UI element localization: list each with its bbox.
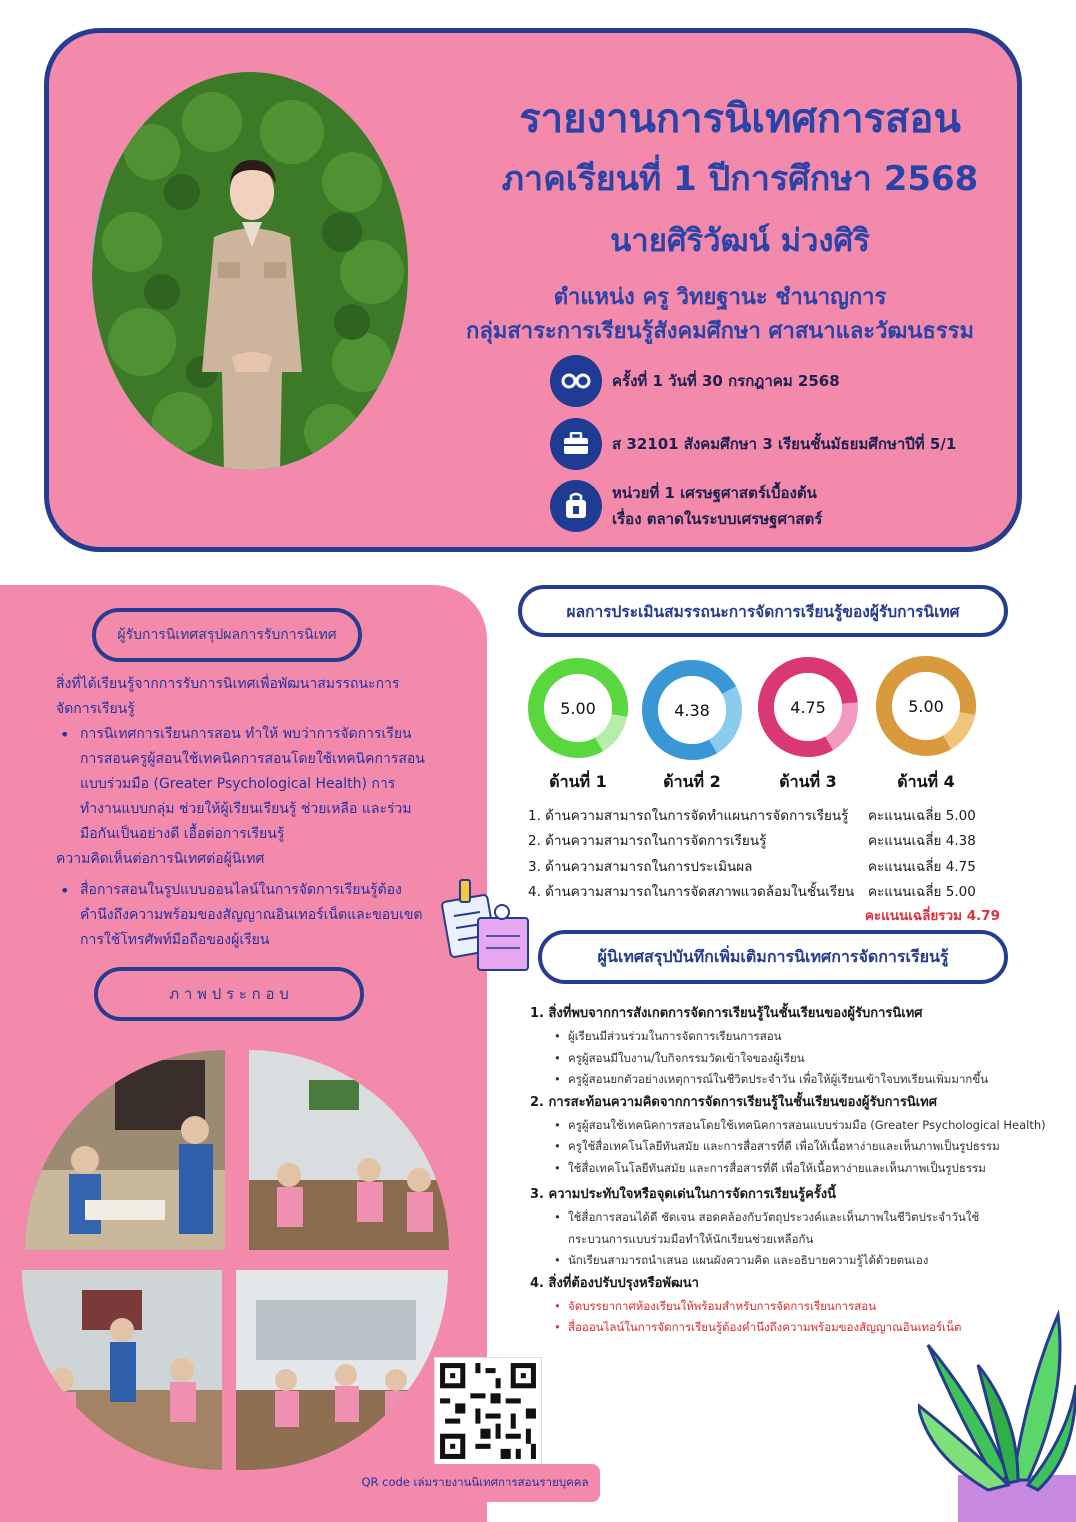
note-item: • ครูใช้สื่อเทคโนโลยีทันสมัย และการสื่อสารที่ดี เพื่อให้เนื้อหาง่ายและเห็นภาพเป็นรูปธรรม xyxy=(554,1136,1050,1158)
glasses-icon xyxy=(550,355,602,407)
opinion-heading: ความคิดเห็นต่อการนิเทศต่อผู้นิเทศ xyxy=(56,851,265,867)
note-item: • ผู้เรียนมีส่วนร่วมในการจัดการเรียนการสอน xyxy=(554,1026,1050,1048)
score-row: 2. ด้านความสามารถในการจัดการเรียนรู้ คะแนนเฉลี่ย 4.38 xyxy=(528,828,1008,854)
teacher-position: ตำแหน่ง ครู วิทยฐานะ ชำนาญการ xyxy=(553,285,887,310)
donut-3 xyxy=(756,655,860,759)
qr-caption-box xyxy=(350,1464,600,1502)
notes-heading-1: 1. สิ่งที่พบจากการสังเกตการจัดการเรียนรู้ในชั้นเรียนของผู้รับการนิเทศ xyxy=(530,1006,923,1021)
visit-date: ครั้งที่ 1 วันที่ 30 กรกฎาคม 2568 xyxy=(612,372,840,390)
learned-item: • การนิเทศการเรียนการสอน ทำให้ พบว่าการจัดการเรียนการสอนครูผู้สอนใช้เทคนิคการสอนโดยใช้เทคนิคการสอนแบบร่วมมือ (Greater Psychological Health) การทำงานแบบกลุ่ม ช่วยให้ผู้เรียนเรียนรู้ ช่วยเหลือ และร่วมมือกันเป็นอย่างดี เอื้อต่อการเรียนรู้ xyxy=(56,722,426,847)
note-item: • ใช้สื่อการสอนได้ดี ชัดเจน สอดคล้องกับวัตถุประวงค์และเห็นภาพในชีวิตประจำวันใช้กระบวนการแบบร่วมมือทำให้นักเรียนช่วยเหลือกัน xyxy=(554,1207,1010,1250)
score-name: ด้านความสามารถในการจัดสภาพแวดล้อมในชั้นเรียน xyxy=(545,884,855,901)
score-total: คะแนนเฉลี่ยรวม 4.79 xyxy=(864,908,1000,924)
score-name: ด้านความสามารถในการประเมินผล xyxy=(545,858,753,875)
note-item: • ครูผู้สอนยกตัวอย่างเหตุการณ์ในชีวิตประจำวัน เพื่อให้ผู้เรียนเข้าใจบทเรียนเพิ่มมากขึ้น xyxy=(554,1069,1050,1091)
course-info: ส 32101 สังคมศึกษา 3 เรียนชั้นมัธยมศึกษาปีที่ 5/1 xyxy=(612,435,957,453)
plant-decoration xyxy=(918,1305,1076,1522)
score-value: คะแนนเฉลี่ย 5.00 xyxy=(868,807,976,824)
teacher-department: กลุ่มสาระการเรียนรู้สังคมศึกษา ศาสนาและวัฒนธรรม xyxy=(466,319,974,344)
score-row: 4. ด้านความสามารถในการจัดสภาพแวดล้อมในชั้นเรียน คะแนนเฉลี่ย 5.00 xyxy=(528,879,1008,905)
summary-title: ผู้รับการนิเทศสรุปผลการรับการนิเทศ xyxy=(117,627,337,643)
score-value: คะแนนเฉลี่ย 4.38 xyxy=(868,833,976,850)
report-subtitle: ภาคเรียนที่ 1 ปีการศึกษา 2568 xyxy=(501,159,979,199)
score-value: คะแนนเฉลี่ย 4.75 xyxy=(868,858,976,875)
donut-label-3: ด้านที่ 3 xyxy=(779,772,837,791)
teacher-photo xyxy=(92,72,408,470)
donut-label-1: ด้านที่ 1 xyxy=(549,772,607,791)
score-row: 3. ด้านความสามารถในการประเมินผล คะแนนเฉลี่ย 4.75 xyxy=(528,853,1008,879)
info-row-course xyxy=(550,418,956,470)
info-row-unit xyxy=(550,480,822,532)
donut-value: 4.75 xyxy=(790,697,826,717)
qr-caption: QR code เล่มรายงานนิเทศการสอนรายบุคคล xyxy=(361,1475,589,1489)
learned-section xyxy=(56,672,426,953)
learned-heading: สิ่งที่ได้เรียนรู้จากการรับการนิเทศเพื่อพัฒนาสมรรถนะการจัดการเรียนรู้ xyxy=(56,676,400,717)
supervisor-notes xyxy=(530,1002,1050,1339)
note-item-improve: • สื่อออนไลน์ในการจัดการเรียนรู้ต้องคำนึงถึงความพร้อมของสัญญาณอินเทอร์เน็ต xyxy=(554,1317,1050,1339)
unit-line: หน่วยที่ 1 เศรษฐศาสตร์เบื้องต้น xyxy=(612,484,817,502)
note-item: • ใช้สื่อเทคโนโลยีทันสมัย และการสื่อสารที่ดี เพื่อให้เนื้อหาง่ายและเห็นภาพเป็นรูปธรรม xyxy=(554,1158,1050,1180)
report-title: รายงานการนิเทศการสอน xyxy=(519,96,961,142)
book-bag-icon xyxy=(550,480,602,532)
notes-heading-2: 2. การสะท้อนความคิดจากการจัดการเรียนรู้ในชั้นเรียนของผู้รับการนิเทศ xyxy=(530,1094,937,1110)
donut-value: 5.00 xyxy=(560,698,596,718)
briefcase-icon xyxy=(550,418,602,470)
teacher-name: นายศิริวัฒน์ ม่วงศิริ xyxy=(610,223,870,259)
qr-code[interactable] xyxy=(434,1357,542,1465)
donut-value: 4.38 xyxy=(674,700,710,720)
score-row: 1. ด้านความสามารถในการจัดทำแผนการจัดการเรียนรู้ คะแนนเฉลี่ย 5.00 xyxy=(528,802,1008,828)
figure-title: ภ า พ ป ร ะ ก อ บ xyxy=(169,985,289,1003)
score-name: ด้านความสามารถในการจัดการเรียนรู้ xyxy=(545,833,767,850)
clipboard-illustration xyxy=(440,878,532,974)
note-item: • นักเรียนสามารถนำเสนอ แผนผังความคิด และอธิบายความรู้ได้ด้วยตนเอง xyxy=(554,1250,1010,1272)
eval-title-pill xyxy=(518,585,1008,637)
summary-title-pill xyxy=(92,608,362,662)
topic-line: เรื่อง ตลาดในระบบเศรษฐศาสตร์ xyxy=(612,510,823,528)
donut-2 xyxy=(640,658,744,762)
donut-label-2: ด้านที่ 2 xyxy=(663,772,721,791)
donut-4 xyxy=(874,654,978,758)
eval-title: ผลการประเมินสมรรถนะการจัดการเรียนรู้ของผู้รับการนิเทศ xyxy=(566,602,960,621)
score-name: ด้านความสามารถในการจัดทำแผนการจัดการเรียนรู้ xyxy=(545,807,849,824)
info-row-date xyxy=(550,355,840,407)
donut-1 xyxy=(526,656,630,760)
score-table xyxy=(528,802,1008,926)
note-item: • ครูผู้สอนมีใบงาน/ใบกิจกรรมวัดเข้าใจของผู้เรียน xyxy=(554,1048,1050,1070)
score-value: คะแนนเฉลี่ย 5.00 xyxy=(868,884,976,901)
donut-label-4: ด้านที่ 4 xyxy=(897,772,955,791)
opinion-item: • สื่อการสอนในรูปแบบออนไลน์ในการจัดการเรียนรู้ต้องคำนึงถึงความพร้อมของสัญญาณอินเทอร์เน็ตและขอบเขตการใช้โทรศัพท์มือถือของผู้เรียน xyxy=(56,878,426,953)
donut-value: 5.00 xyxy=(908,696,944,716)
notes-heading-3: 3. ความประทับใจหรือจุดเด่นในการจัดการเรียนรู้ครั้งนี้ xyxy=(530,1187,836,1202)
note-item: • ครูผู้สอนใช้เทคนิคการสอนโดยใช้เทคนิคการสอนแบบร่วมมือ (Greater Psychological Health) xyxy=(554,1115,1050,1137)
notes-title: ผู้นิเทศสรุปบันทึกเพิ่มเติมการนิเทศการจัดการเรียนรู้ xyxy=(597,946,949,966)
notes-heading-4: 4. สิ่งที่ต้องปรับปรุงหรือพัฒนา xyxy=(530,1275,699,1291)
notes-title-pill xyxy=(538,930,1008,984)
note-item-improve: • จัดบรรยากาศห้องเรียนให้พร้อมสำหรับการจัดการเรียนการสอน xyxy=(554,1296,1050,1318)
figure-title-pill xyxy=(94,967,364,1021)
